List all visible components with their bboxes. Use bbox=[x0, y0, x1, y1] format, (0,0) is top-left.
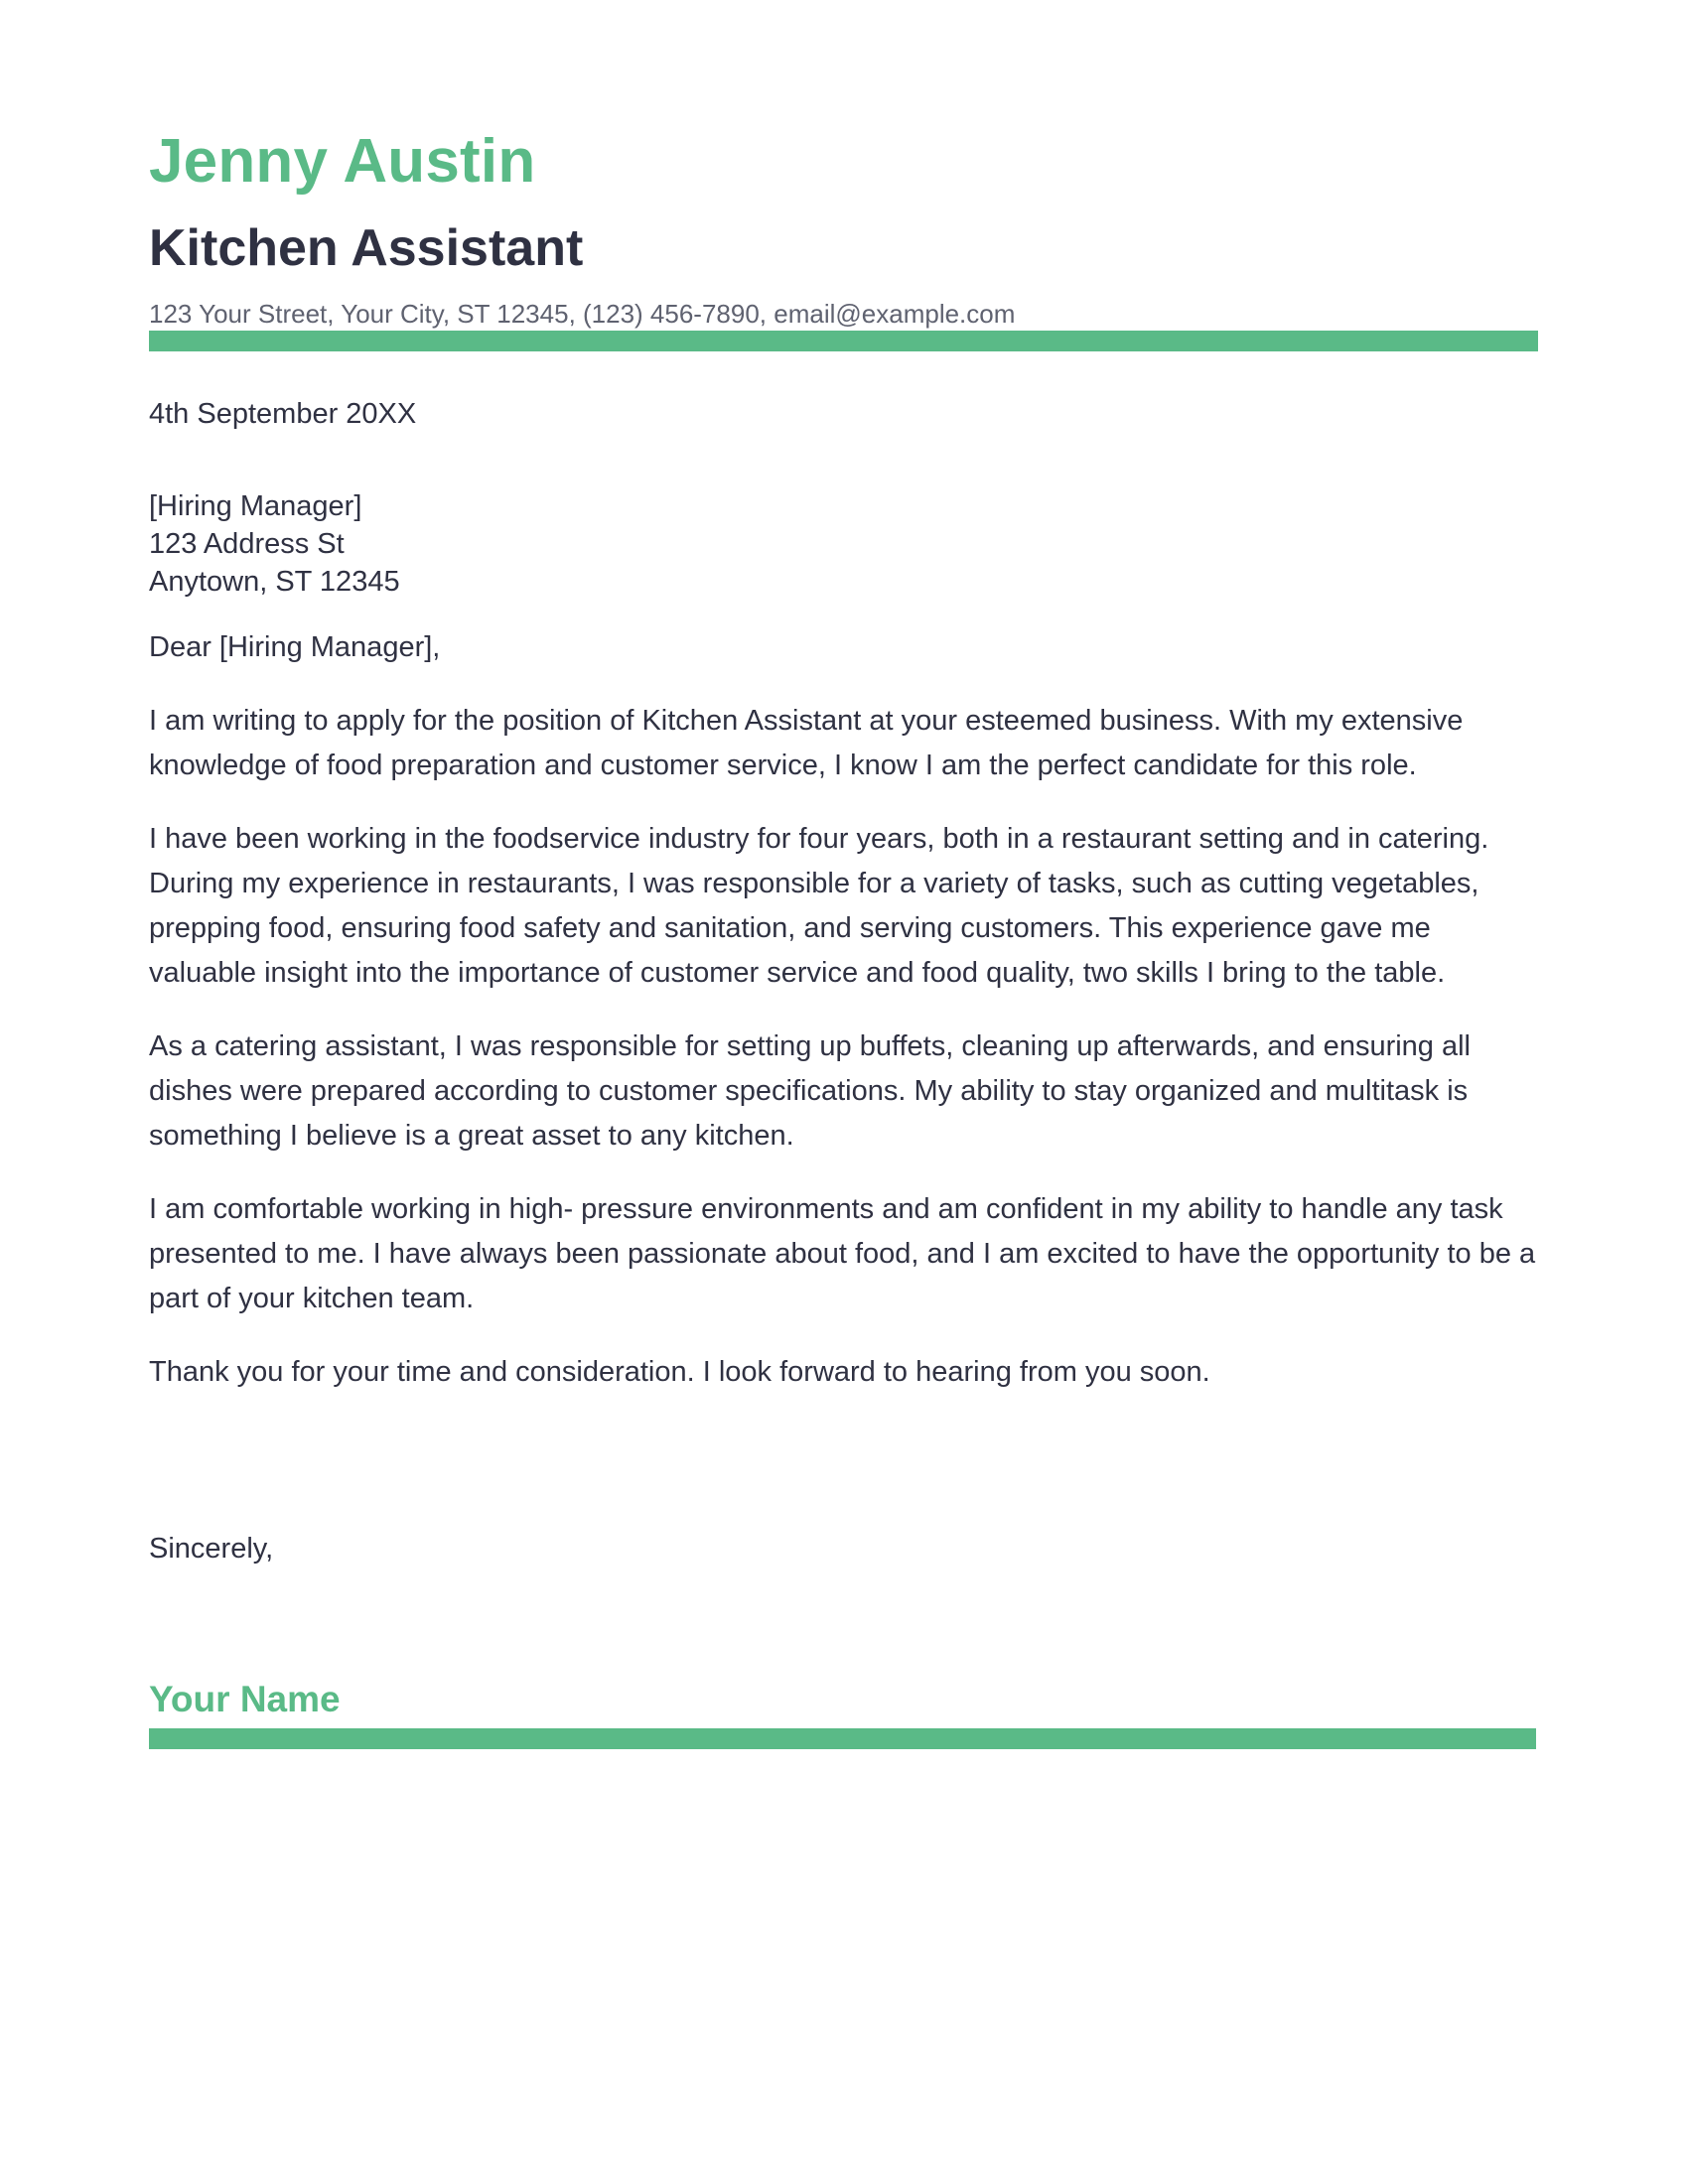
applicant-name: Jenny Austin bbox=[149, 127, 536, 196]
body-paragraph-3: As a catering assistant, I was responsible for setting up buffets, cleaning up afterwards, and ensuring all dishes were prepared according to customer specifications. My ability to stay organized and multitask is something I believe is a great asset to any kitchen. bbox=[149, 1030, 1471, 1152]
footer-divider bbox=[149, 1728, 1536, 1749]
letter-date: 4th September 20XX bbox=[149, 398, 417, 430]
recipient-city: Anytown, ST 12345 bbox=[149, 566, 400, 598]
recipient-address bbox=[149, 487, 400, 601]
salutation: Dear [Hiring Manager], bbox=[149, 631, 441, 663]
header-divider bbox=[149, 331, 1538, 351]
recipient-name: [Hiring Manager] bbox=[149, 490, 362, 522]
body-paragraph-4: I am comfortable working in high- pressure environments and am confident in my ability to handle any task presented to me. I have always been passionate about food, and I am excited to have the opportunity to be a part of your kitchen team. bbox=[149, 1193, 1536, 1314]
signature-name: Your Name bbox=[149, 1679, 341, 1719]
body-paragraph-2: I have been working in the foodservice industry for four years, both in a restaurant setting and in catering. During my experience in restaurants, I was responsible for a variety of tasks, such as cutting vegetables, prepping food, ensuring food safety and sanitation, and serving customers. This experience gave me valuable insight into the importance of customer service and food quality, two skills I bring to the table. bbox=[149, 823, 1489, 989]
closing: Sincerely, bbox=[149, 1533, 274, 1565]
letter-body bbox=[149, 699, 1539, 1424]
job-title: Kitchen Assistant bbox=[149, 219, 584, 277]
recipient-street: 123 Address St bbox=[149, 528, 345, 560]
body-paragraph-5: Thank you for your time and consideration. I look forward to hearing from you soon. bbox=[149, 1356, 1210, 1388]
contact-info: 123 Your Street, Your City, ST 12345, (123) 456-7890, email@example.com bbox=[149, 299, 1016, 329]
body-paragraph-1: I am writing to apply for the position of Kitchen Assistant at your esteemed business. With my extensive knowledge of food preparation and customer service, I know I am the perfect candidate for this role. bbox=[149, 705, 1464, 781]
